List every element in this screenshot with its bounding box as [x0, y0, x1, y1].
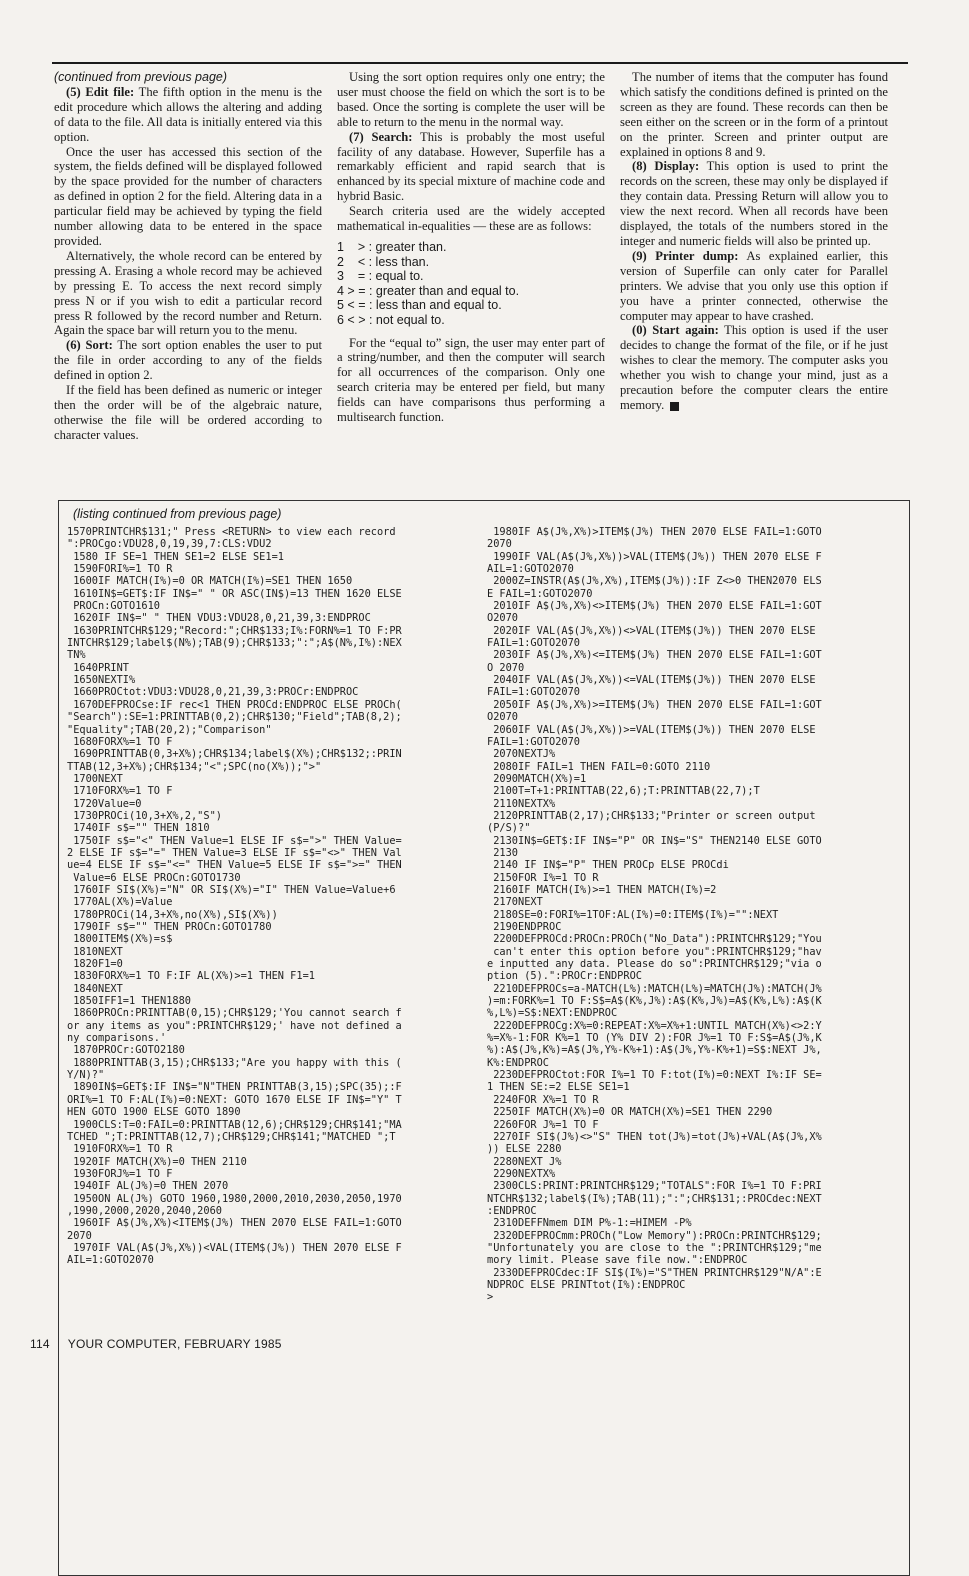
- page-footer: [30, 1337, 300, 1351]
- list-item: 2 < : less than.: [337, 254, 430, 269]
- program-listing-box: [58, 500, 910, 1576]
- paragraph: (9) Printer dump: As explained earlier, this version of Superfile can only cater for Parallel printers. We advise that you only use this option if you have a printer connected, otherwise the computer may appear to have crashed.: [620, 248, 889, 323]
- paragraph: The number of items that the computer has found which satisfy the conditions defined is printed on the screen as they are found. These records can then be seen either on the screen or in the form of a printout on the printer. Screen and printer output are explained in options 8 and 9.: [620, 70, 888, 159]
- section-heading: (9) Printer dump:: [632, 248, 739, 263]
- paragraph: (0) Start again: This option is used if the user decides to change the format of the file, or if he just wishes to clear the memory. The computer asks you whether you wish to change your mind, just as a precaution before the computer clears the entire memory.: [620, 323, 888, 412]
- end-of-article-mark: [670, 402, 679, 411]
- paragraph: Once the user has accessed this section of the system, the fields defined will be displayed followed by the space provided for the number of characters as defined in option 2 for the field. Altering data in a particular field may be achieved by typing the field number allowing data to be entered in the space provided.: [54, 144, 322, 248]
- publication-line: YOUR COMPUTER, FEBRUARY 1985: [67, 1337, 282, 1351]
- paragraph: (6) Sort: The sort option enables the user to put the file in order according to any of the fields defined in option 2.: [54, 338, 322, 383]
- paragraph: (7) Search: This is probably the most useful facility of any database. However, Superfile has a remarkably efficient and rapid search that is enhanced by its special mixture of machine code and hybrid Basic.: [337, 129, 606, 204]
- article-column-1: [54, 70, 322, 443]
- code-listing-right: 1980IF A$(J%,X%)>ITEM$(J%) THEN 2070 ELSE FAIL=1:GOTO 2070 1990IF VAL(A$(J%,X%))>VAL(ITEM$(J%)) THEN 2070 ELSE F AIL=1:GOTO2070 2000Z=INSTR(A$(J%,X%),ITEM$(J%)):IF Z<>0 THEN2070 ELS E FAIL=1:GOTO2070 2010IF A$(J%,X%)<>ITEM$(J%) THEN 2070 ELSE FAIL=1:GOT O2070 2020IF VAL(A$(J%,X%))<>VAL(ITEM$(J%)) THEN 2070 ELSE FAIL=1:GOTO2070 2030IF A$(J%,X%)<=ITEM$(J%) THEN 2070 ELSE FAIL=1:GOT O 2070 2040IF VAL(A$(J%,X%))<=VAL(ITEM$(J%)) THEN 2070 ELSE FAIL=1:GOTO2070 2050IF A$(J%,X%)>=ITEM$(J%) THEN 2070 ELSE FAIL=1:GOT O2070 2060IF VAL(A$(J%,X%))>=VAL(ITEM$(J%)) THEN 2070 ELSE FAIL=1:GOTO2070 2070NEXTJ% 2080IF FAIL=1 THEN FAIL=0:GOTO 2110 2090MATCH(X%)=1 2100T=T+1:PRINTTAB(22,6);T:PRINTTAB(22,7);T 2110NEXTX% 2120PRINTTAB(2,17);CHR$133;"Printer or screen output (P/S)?" 2130IN$=GET$:IF IN$="P" OR IN$="S" THEN2140 ELSE GOTO 2130 2140 IF IN$="P" THEN PROCp ELSE PROCdi 2150FOR I%=1 TO R 2160IF MATCH(I%)>=1 THEN MATCH(I%)=2 2170NEXT 2180SE=0:FORI%=1TOF:AL(I%)=0:ITEM$(I%)="":NEXT 2190ENDPROC 2200DEFPROCd:PROCn:PROCh("No_Data"):PRINTCHR$129;"You can't enter this option before you":PRINTCHR$129;"hav e inputted any data. Please do so":PRINTCHR$129;"via o ption (5).":PROCr:ENDPROC 2210DEFPROCs=a-MATCH(L%):MATCH(L%)=MATCH(J%):MATCH(J% )=m:FORK%=1 TO F:S$=A$(K%,J%):A$(K%,J%)=A$(K%,L%):A$(K %,L%)=S$:NEXT:ENDPROC 2220DEFPROCg:X%=0:REPEAT:X%=X%+1:UNTIL MATCH(X%)<>2:Y %=X%-1:FOR K%=1 TO (Y% DIV 2):FOR J%=1 TO F:S$=A$(J%,K %):A$(J%,K%)=A$(J%,Y%-K%+1):A$(J%,Y%-K%+1)=S$:NEXT J%, K%:ENDPROC 2230DEFPROCtot:FOR I%=1 TO F:tot(I%)=0:NEXT I%:IF SE= 1 THEN SE:=2 ELSE SE1=1 2240FOR X%=1 TO R 2250IF MATCH(X%)=0 OR MATCH(X%)=SE1 THEN 2290 2260FOR J%=1 TO F 2270IF SI$(J%)<>"S" THEN tot(J%)=tot(J%)+VAL(A$(J%,X% )) ELSE 2280 2280NEXT J% 2290NEXTX% 2300CLS:PRINT:PRINTCHR$129;"TOTALS":FOR I%=1 TO F:PRI NTCHR$132;label$(I%);TAB(11);":";CHR$131;:PROCdec:NEXT :ENDPROC 2310DEFFNmem DIM P%-1:=HIMEM -P% 2320DEFPROCmm:PROCh("Low Memory"):PROCn:PRINTCHR$129; "Unfortunately you are close to the ":PRINTCHR$129;"me mory limit. Please save file now.":ENDPROC 2330DEFPROCdec:IF SI$(I%)="S"THEN PRINTCHR$129"N/A":E NDPROC ELSE PRINTtot(I%):ENDPROC >: [487, 526, 822, 1304]
- top-rule: [52, 62, 908, 64]
- paragraph: Using the sort option requires only one entry; the user must choose the field on which the sort is to be based. Once the sorting is complete the user will be able to return to the menu in the normal way.: [337, 70, 605, 129]
- article-column-3: [620, 70, 888, 413]
- section-heading: (5) Edit file:: [66, 84, 135, 99]
- list-item: 6 < > : not equal to.: [337, 312, 445, 327]
- paragraph: For the “equal to” sign, the user may enter part of a string/number, and then the computer will search for all occurrences of the comparison. Only one search criteria may be entered per field, but many fields can have comparisons thus performing a multisearch function.: [337, 335, 605, 425]
- paragraph: Search criteria used are the widely accepted mathematical in-equalities — these are as follows:: [337, 204, 605, 234]
- section-heading: (0) Start again:: [632, 323, 719, 338]
- section-heading: (7) Search:: [349, 129, 413, 144]
- paragraph: (5) Edit file: The fifth option in the menu is the edit procedure which allows the altering and adding of data to the file. All data is initially entered via this option.: [54, 84, 322, 144]
- paragraph: Alternatively, the whole record can be entered by pressing A. Erasing a whole record may be achieved by pressing E. To access the next record simply press N or if you wish to edit a particular record press R followed by the record number and Return. Again the space bar will return you to the menu.: [54, 248, 322, 338]
- page-number: 114: [30, 1337, 50, 1351]
- listing-heading: (listing continued from previous page): [73, 507, 282, 521]
- paragraph: If the field has been defined as numeric or integer then the order will be of the algebraic nature, otherwise the file will be ordered according to character values.: [54, 383, 322, 442]
- section-heading: (6) Sort:: [66, 338, 113, 353]
- list-item: 5 < = : less than and equal to.: [337, 298, 502, 313]
- article-column-2: [337, 70, 605, 425]
- continued-label: (continued from previous page): [54, 70, 228, 84]
- inequality-list: [337, 240, 605, 328]
- section-heading: (8) Display:: [632, 159, 700, 174]
- list-item: 4 > = : greater than and equal to.: [337, 283, 520, 298]
- paragraph: (8) Display: This option is used to print the records on the screen, these may only be displayed if they contain data. Pressing Return will allow you to view the next record. When all records have been displayed, the totals of the numbers stored in the integer and numeric fields will also be printed up.: [620, 159, 888, 248]
- list-item: 3 = : equal to.: [337, 269, 424, 284]
- list-item: 1 > : greater than.: [337, 239, 447, 254]
- code-listing-left: 1570PRINTCHR$131;" Press <RETURN> to view each record ":PROCgo:VDU28,0,19,39,7:CLS:VDU2 1580 IF SE=1 THEN SE1=2 ELSE SE1=1 1590FORI%=1 TO R 1600IF MATCH(I%)=0 OR MATCH(I%)=SE1 THEN 1650 1610IN$=GET$:IF IN$=" " OR ASC(IN$)=13 THEN 1620 ELSE PROCn:GOTO1610 1620IF IN$=" " THEN VDU3:VDU28,0,21,39,3:ENDPROC 1630PRINTCHR$129;"Record:";CHR$133;I%:FORN%=1 TO F:PR INTCHR$129;label$(N%);TAB(9);CHR$133;":";A$(N%,I%):NEX TN% 1640PRINT 1650NEXTI% 1660PROCtot:VDU3:VDU28,0,21,39,3:PROCr:ENDPROC 1670DEFPROCse:IF rec<1 THEN PROCd:ENDPROC ELSE PROCh( "Search"):SE=1:PRINTTAB(0,2);CHR$130;"Field";TAB(8,2); "Equality";TAB(20,2);"Comparison" 1680FORX%=1 TO F 1690PRINTTAB(0,3+X%);CHR$134;label$(X%);CHR$132;:PRIN TTAB(12,3+X%);CHR$134;"<";SPC(no(X%));">" 1700NEXT 1710FORX%=1 TO F 1720Value=0 1730PROCi(10,3+X%,2,"S") 1740IF s$="" THEN 1810 1750IF s$="<" THEN Value=1 ELSE IF s$=">" THEN Value= 2 ELSE IF s$="=" THEN Value=3 ELSE IF s$="<>" THEN Val ue=4 ELSE IF s$="<=" THEN Value=5 ELSE IF s$=">=" THEN Value=6 ELSE PROCn:GOTO1730 1760IF SI$(X%)="N" OR SI$(X%)="I" THEN Value=Value+6 1770AL(X%)=Value 1780PROCi(14,3+X%,no(X%),SI$(X%)) 1790IF s$="" THEN PROCn:GOTO1780 1800ITEM$(X%)=s$ 1810NEXT 1820F1=0 1830FORX%=1 TO F:IF AL(X%)>=1 THEN F1=1 1840NEXT 1850IFF1=1 THEN1880 1860PROCn:PRINTTAB(0,15);CHR$129;'You cannot search f or any items as you":PRINTCHR$129;' have not defined a ny comparisons.' 1870PROCr:GOTO2180 1880PRINTTAB(3,15);CHR$133;"Are you happy with this ( Y/N)?" 1890IN$=GET$:IF IN$="N"THEN PRINTTAB(3,15);SPC(35);:F ORI%=1 TO F:AL(I%)=0:NEXT: GOTO 1670 ELSE IF IN$="Y" T HEN GOTO 1900 ELSE GOTO 1890 1900CLS:T=0:FAIL=0:PRINTTAB(12,6);CHR$129;CHR$141;"MA TCHED ";T:PRINTTAB(12,7);CHR$129;CHR$141;"MATCHED ";T 1910FORX%=1 TO R 1920IF MATCH(X%)=0 THEN 2110 1930FORJ%=1 TO F 1940IF AL(J%)=0 THEN 2070 1950ON AL(J%) GOTO 1960,1980,2000,2010,2030,2050,1970 ,1990,2000,2020,2040,2060 1960IF A$(J%,X%)<ITEM$(J%) THEN 2070 ELSE FAIL=1:GOTO 2070 1970IF VAL(A$(J%,X%))<VAL(ITEM$(J%)) THEN 2070 ELSE F AIL=1:GOTO2070: [67, 526, 402, 1267]
